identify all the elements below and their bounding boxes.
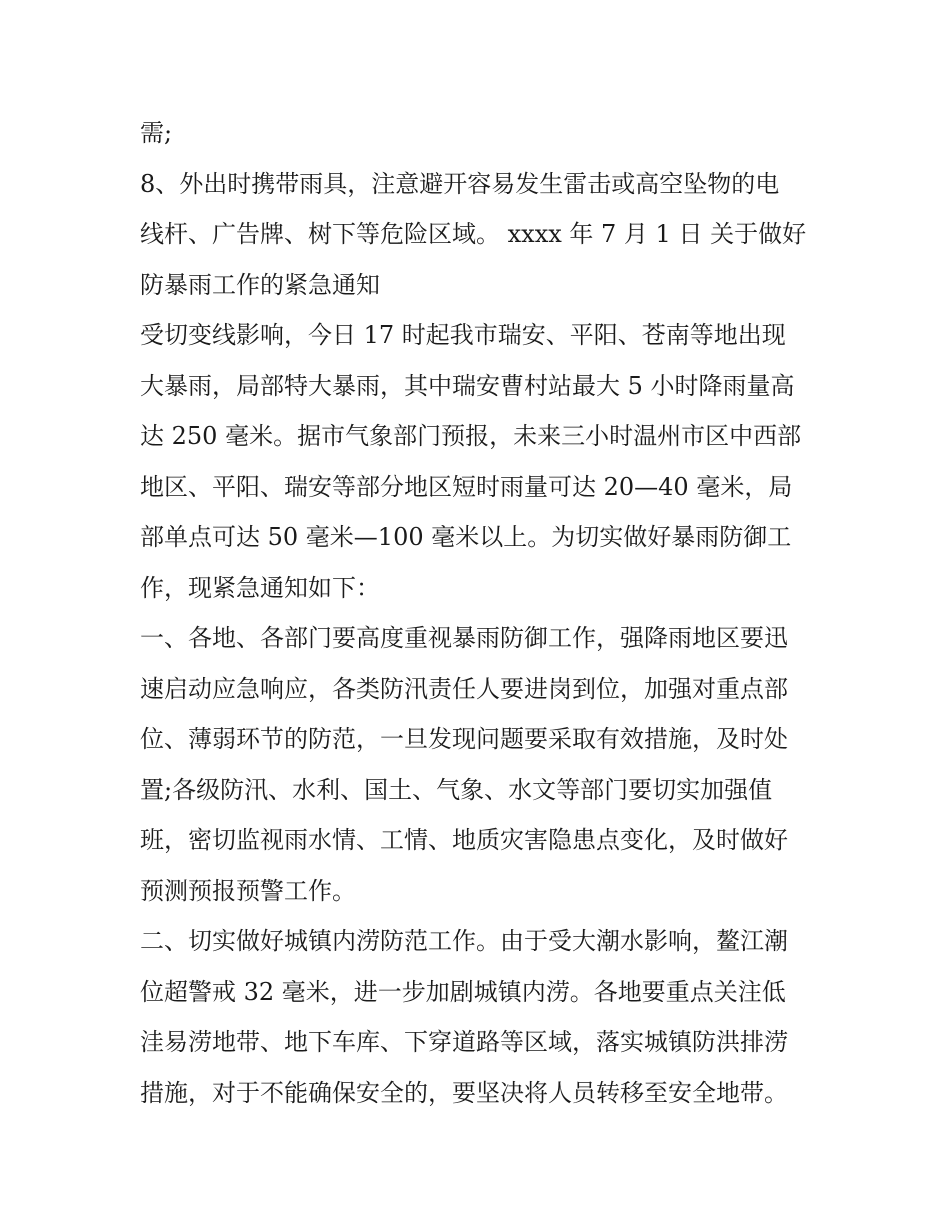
text-line: 受切变线影响，今日 17 时起我市瑞安、平阳、苍南等地出现 (140, 321, 786, 349)
text-line: 预测预报预警工作。 (140, 876, 356, 905)
text-line: 部单点可达 50 毫米—100 毫米以上。为切实做好暴雨防御工 (140, 523, 792, 551)
text-line: 需; (140, 119, 173, 147)
text-line: 班，密切监视雨水情、工情、地质灾害隐患点变化，及时做好 (140, 826, 788, 854)
text-line: 防暴雨工作的紧急通知 (140, 270, 380, 299)
text-line: 8、外出时携带雨具，注意避开容易发生雷击或高空坠物的电 (140, 169, 780, 198)
text-line: 速启动应急响应，各类防汛责任人要进岗到位，加强对重点部 (140, 674, 788, 703)
text-line: 大暴雨，局部特大暴雨，其中瑞安曹村站最大 5 小时降雨量高 (140, 371, 795, 400)
text-line: 一、各地、各部门要高度重视暴雨防御工作，强降雨地区要迅 (140, 624, 788, 652)
text-line: 置;各级防汛、水利、国土、气象、水文等部门要切实加强值 (140, 775, 773, 804)
text-line: 达 250 毫米。据市气象部门预报，未来三小时温州市区中西部 (140, 422, 802, 450)
text-line: 地区、平阳、瑞安等部分地区短时雨量可达 20—40 毫米，局 (140, 472, 793, 501)
document-body (140, 108, 820, 1118)
text-line: 线杆、广告牌、树下等危险区域。 xxxx 年 7 月 1 日 关于做好 (140, 220, 807, 248)
text-line: 洼易涝地带、地下车库、下穿道路等区域，落实城镇防洪排涝 (140, 1028, 788, 1056)
text-line: 二、切实做好城镇内涝防范工作。由于受大潮水影响，鳌江潮 (140, 927, 788, 955)
text-line: 位、薄弱环节的防范，一旦发现问题要采取有效措施，及时处 (140, 725, 788, 753)
text-line: 措施，对于不能确保安全的，要坚决将人员转移至安全地带。 (140, 1078, 788, 1107)
text-line: 位超警戒 32 毫米，进一步加剧城镇内涝。各地要重点关注低 (140, 977, 786, 1006)
text-line: 作，现紧急通知如下： (140, 573, 380, 602)
